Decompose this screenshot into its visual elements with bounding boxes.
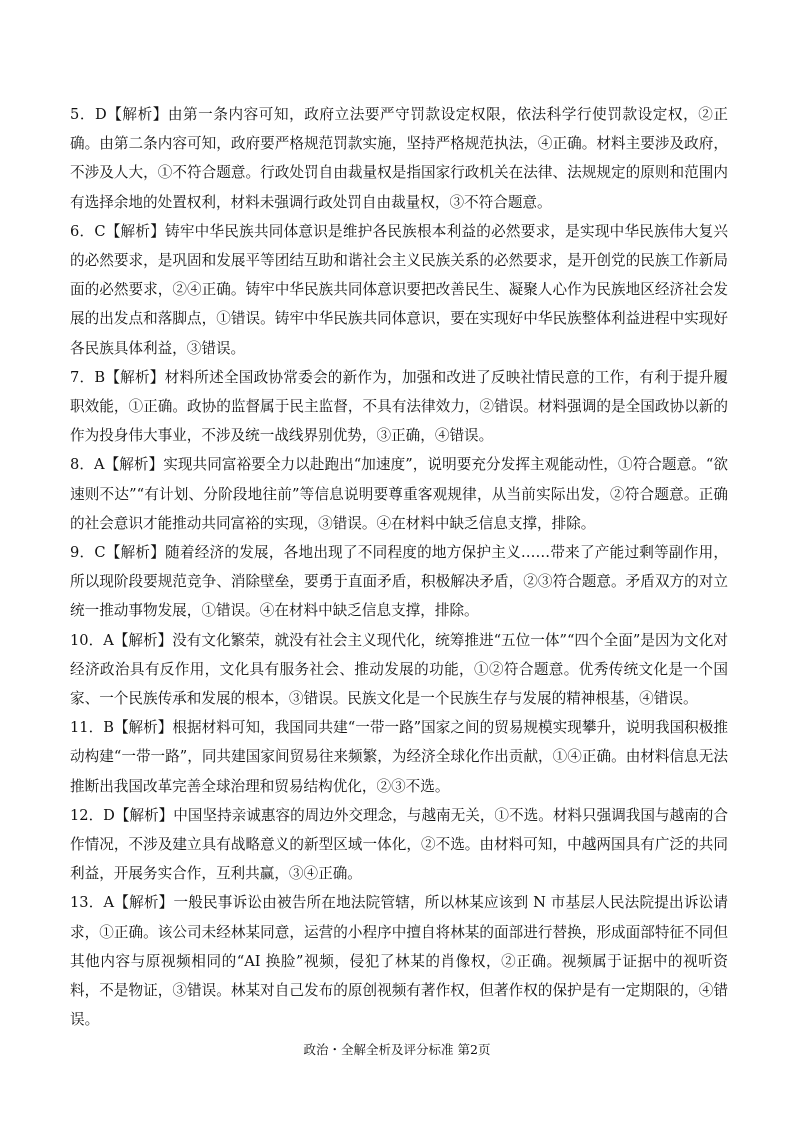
answer-6 [70, 217, 728, 363]
answer-10-label: 10．A【解析】 [70, 631, 173, 649]
page-footer: 政治・全解全析及评分标准 第2页 [303, 1042, 491, 1057]
answer-8-label: 8．A【解析】 [70, 456, 164, 474]
answer-8-text: 实现共同富裕要全力以赴跑出“加速度”，说明要充分发挥主观能动性，①符合题意。“欲速则不达”“有计划、分阶段地往前”等信息说明要尊重客观规律，从当前实际出发，②符合题意。正确的社会意识才能推动共同富裕的实现，③错误。④在材料中缺乏信息支撑，排除。 [70, 456, 728, 532]
answer-9 [70, 538, 728, 626]
answer-11-label: 11．B【解析】 [70, 719, 173, 737]
answer-7-text: 材料所述全国政协常委会的新作为，加强和改进了反映社情民意的工作，有利于提升履职效能，①正确。政协的监督属于民主监督，不具有法律效力，②错误。材料强调的是全国政协以新的作为投身伟大事业，不涉及统一战线界别优势，③正确，④错误。 [70, 368, 728, 445]
answer-11 [70, 713, 728, 801]
answer-6-text: 铸牢中华民族共同体意识是维护各民族根本利益的必然要求，是实现中华民族伟大复兴的必然要求，是巩固和发展平等团结互助和谐社会主义民族关系的必然要求，是开创党的民族工作新局面的必然要求，②④正确。铸牢中华民族共同体意识要把改善民生、凝聚人心作为民族地区经济社会发展的出发点和落脚点，①错误。铸牢中华民族共同体意识，要在实现好中华民族整体利益进程中实现好各民族具体利益，③错误。 [70, 222, 728, 357]
answer-9-label: 9．C【解析】 [70, 544, 166, 562]
answer-12-text: 中国坚持亲诚惠容的周边外交理念，与越南无关，①不选。材料只强调我国与越南的合作情况，不涉及建立具有战略意义的新型区域一体化，②不选。由材料可知，中越两国具有广泛的共同利益，开展务实合作，互利共赢，③④正确。 [70, 806, 728, 883]
answer-5-text: 由第一条内容可知，政府立法要严守罚款设定权限，依法科学行使罚款设定权，②正确。由第二条内容可知，政府要严格规范罚款实施，坚持严格规范执法，④正确。材料主要涉及政府，不涉及人大，①不符合题意。行政处罚自由裁量权是指国家行政机关在法律、法规规定的原则和范围内有选择余地的处置权利，材料未强调行政处罚自由裁量权，③不符合题意。 [70, 106, 728, 211]
answer-6-label: 6．C【解析】 [70, 222, 166, 240]
answer-11-text: 根据材料可知，我国同共建“一带一路”国家之间的贸易规模实现攀升，说明我国积极推动构建“一带一路”，同共建国家间贸易往来频繁，为经济全球化作出贡献，①④正确。由材料信息无法推断出我国改革完善全球治理和贸易结构优化，②③不选。 [70, 719, 728, 795]
answer-12 [70, 801, 728, 889]
answer-13-label: 13．A【解析】 [70, 894, 174, 912]
answer-13-text: 一般民事诉讼由被告所在地法院管辖，所以林某应该到 N 市基层人民法院提出诉讼请求，①正确。该公司未经林某同意，运营的小程序中擅自将林某的面部进行替换，形成面部特征不同但其他内容与原视频相同的“AI 换脸”视频，侵犯了林某的肖像权，②正确。视频属于证据中的视听资料，不是物证，③错误。林某对自己发布的原创视频有著作权，但著作权的保护是有一定期限的，④错误。 [70, 894, 728, 1029]
answer-8 [70, 450, 728, 538]
answer-10-text: 没有文化繁荣，就没有社会主义现代化，统筹推进“五位一体”“四个全面”是因为文化对经济政治具有反作用，文化具有服务社会、推动发展的功能，①②符合题意。优秀传统文化是一个国家、一个民族传承和发展的根本，③错误。民族文化是一个民族生存与发展的精神根基，④错误。 [70, 631, 728, 708]
answer-13 [70, 888, 728, 1034]
answer-12-label: 12．D【解析】 [70, 806, 174, 824]
answer-10 [70, 626, 728, 714]
answer-7-label: 7．B【解析】 [70, 368, 165, 386]
answer-7 [70, 363, 728, 451]
answer-5 [70, 100, 728, 217]
answer-9-text: 随着经济的发展，各地出现了不同程度的地方保护主义……带来了产能过剩等副作用，所以现阶段要规范竞争、消除壁垒，要勇于直面矛盾，积极解决矛盾，②③符合题意。矛盾双方的对立统一推动事物发展，①错误。④在材料中缺乏信息支撑，排除。 [70, 544, 729, 620]
answer-5-label: 5．D【解析】 [70, 106, 168, 123]
answer-explanations [70, 100, 728, 1035]
